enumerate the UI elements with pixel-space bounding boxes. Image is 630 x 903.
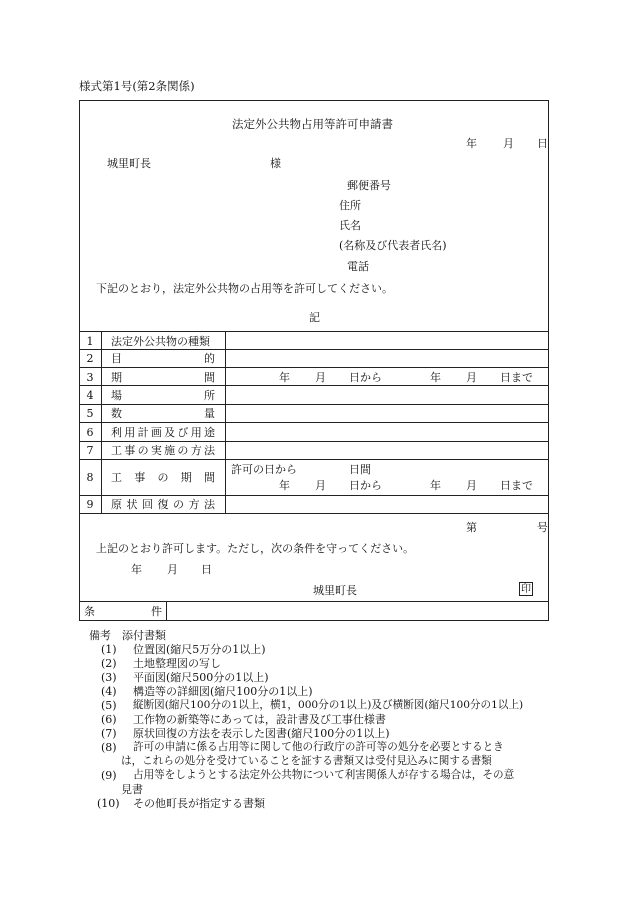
row-number: 4 — [86, 389, 94, 402]
row-number: 7 — [86, 444, 94, 457]
permission-date-month[interactable]: 月 — [167, 563, 178, 576]
label-char: 法 — [203, 444, 215, 457]
row-label-public-property-type: 法定外公共物の種類 — [111, 335, 210, 348]
form-number-label: 様式第1号(第2条関係) — [79, 79, 195, 93]
note-number: (5) — [101, 699, 117, 712]
period-from-day[interactable]: 日から — [349, 371, 382, 384]
label-char: 期 — [180, 471, 192, 484]
table-rule — [79, 385, 549, 386]
construction-to-month[interactable]: 月 — [466, 479, 477, 492]
label-char: 途 — [203, 426, 215, 439]
note-text: 工作物の新築等にあっては，設計書及び工事仕様書 — [133, 713, 386, 726]
note-number: (10) — [97, 797, 120, 810]
construction-to-year[interactable]: 年 — [430, 479, 441, 492]
note-number: (9) — [101, 769, 117, 782]
period-to-month[interactable]: 月 — [466, 371, 477, 384]
spread-label — [111, 499, 215, 510]
label-char: 復 — [157, 498, 169, 511]
phone-label[interactable]: 電話 — [347, 260, 369, 273]
row-number: 2 — [86, 352, 94, 365]
period-from-month[interactable]: 月 — [315, 371, 326, 384]
label-char: 件 — [151, 605, 162, 618]
table-col-rule — [225, 331, 226, 513]
table-rule — [79, 601, 549, 602]
row-label-quantity — [111, 408, 215, 419]
table-col-rule — [101, 331, 102, 513]
header-date-day[interactable]: 日 — [537, 137, 548, 150]
label-char: の — [137, 444, 149, 457]
label-char: 期 — [111, 371, 122, 384]
table-rule — [79, 404, 549, 405]
table-rule — [79, 349, 549, 350]
label-char: の — [173, 498, 184, 511]
conditions-label — [84, 606, 162, 617]
permission-date-year[interactable]: 年 — [131, 563, 142, 576]
permission-date-day[interactable]: 日 — [201, 563, 212, 576]
spread-label — [111, 353, 215, 364]
note-text: 土地整理図の写し — [133, 657, 221, 670]
spread-label — [111, 372, 215, 383]
label-char: 目 — [111, 352, 122, 365]
spread-label — [111, 427, 215, 438]
name-note: (名称及び代表者氏名) — [339, 239, 447, 252]
table-rule — [79, 367, 549, 368]
period-from-year[interactable]: 年 — [279, 371, 290, 384]
row-number: 5 — [86, 407, 94, 420]
label-char: 法 — [204, 498, 215, 511]
seal-box: 印 — [521, 584, 531, 595]
note-text: その他町長が指定する書類 — [133, 797, 265, 810]
label-char: 事 — [124, 444, 136, 457]
addressee: 城里町長 — [107, 157, 151, 170]
label-char: 工 — [111, 444, 122, 457]
table-rule — [79, 459, 549, 460]
note-number: (2) — [101, 657, 117, 670]
note-text: 原状回復の方法を表示した図書(縮尺100分の1以上) — [133, 727, 390, 740]
note-text: 位置図(縮尺5万分の1以上) — [133, 643, 266, 656]
addressee-honorific: 様 — [270, 157, 281, 170]
note-number: (6) — [101, 713, 117, 726]
request-text: 下記のとおり，法定外公共物の占用等を許可してください。 — [96, 282, 393, 295]
note-number: (1) — [101, 643, 117, 656]
label-char: の — [177, 444, 189, 457]
spread-label — [111, 472, 215, 483]
label-char: 間 — [204, 471, 215, 484]
row-label-construction-method — [111, 445, 215, 456]
note-text: は，これらの処分を受けていることを証する書類又は受付見込みに関する書類 — [121, 755, 492, 767]
label-char: 状 — [126, 498, 138, 511]
label-char: 回 — [142, 498, 153, 511]
header-date-month[interactable]: 月 — [503, 137, 514, 150]
issuer: 城里町長 — [313, 584, 357, 597]
permit-number-suffix: 号 — [537, 521, 548, 534]
label-char: 方 — [190, 444, 202, 457]
construction-from-year[interactable]: 年 — [279, 479, 290, 492]
row-label-location — [111, 390, 215, 401]
note-text: 見書 — [121, 783, 143, 796]
note-text: 縦断図(縮尺100分の1以上，横1，000分の1以上)及び横断図(縮尺100分の1以上) — [133, 699, 524, 711]
label-char: 事 — [134, 471, 146, 484]
address-label[interactable]: 住所 — [339, 199, 361, 212]
spread-label — [111, 445, 215, 456]
row-number: 8 — [86, 471, 94, 484]
row-label-usage-plan — [111, 427, 215, 438]
header-date-year[interactable]: 年 — [466, 137, 477, 150]
label-char: 工 — [111, 471, 122, 484]
construction-days-from-permit: 許可の日から — [231, 463, 297, 476]
table-rule — [79, 331, 549, 332]
label-char: 方 — [188, 498, 200, 511]
ki-heading: 記 — [309, 311, 320, 324]
period-to-year[interactable]: 年 — [430, 371, 441, 384]
label-char: 及 — [164, 426, 176, 439]
note-number: (7) — [101, 727, 117, 740]
row-label-purpose — [111, 353, 215, 364]
name-label[interactable]: 氏名 — [339, 219, 361, 232]
label-char: 的 — [204, 352, 215, 365]
label-char: 場 — [111, 389, 122, 402]
notes-title: 備考 添付書類 — [89, 629, 166, 642]
label-char: 量 — [204, 407, 215, 420]
note-text: 平面図(縮尺500分の1以上) — [133, 671, 269, 684]
form-title: 法定外公共物占用等許可申請書 — [232, 117, 393, 131]
construction-days-unit[interactable]: 日間 — [349, 463, 371, 476]
row-number: 6 — [86, 426, 94, 439]
spread-label — [111, 408, 215, 419]
table-rule — [79, 422, 549, 423]
label-char: 所 — [204, 389, 215, 402]
construction-from-day[interactable]: 日から — [349, 479, 382, 492]
row-number: 3 — [86, 371, 94, 384]
label-char: 実 — [150, 444, 162, 457]
construction-from-month[interactable]: 月 — [315, 479, 326, 492]
table-rule — [79, 441, 549, 442]
label-char: 用 — [190, 426, 202, 439]
spread-label — [111, 390, 215, 401]
label-char: 条 — [84, 605, 95, 618]
construction-to-day[interactable]: 日まで — [500, 479, 533, 492]
spread-label — [84, 606, 162, 617]
label-char: 施 — [164, 444, 176, 457]
table-col-rule — [166, 601, 167, 621]
label-char: の — [157, 471, 169, 484]
note-text: 占用等をしようとする法定外公共物について利害関係人が存する場合は，その意 — [133, 769, 515, 781]
table-rule — [79, 513, 549, 514]
permit-number-prefix: 第 — [466, 521, 477, 534]
row-label-period — [111, 372, 215, 383]
label-char: び — [177, 426, 189, 439]
row-label-restoration-method — [111, 499, 215, 510]
period-to-day[interactable]: 日まで — [500, 371, 533, 384]
label-char: 数 — [111, 407, 122, 420]
label-char: 用 — [124, 426, 136, 439]
label-char: 原 — [111, 498, 122, 511]
label-char: 利 — [111, 426, 122, 439]
label-char: 計 — [137, 426, 149, 439]
row-number: 1 — [86, 335, 94, 348]
table-rule — [79, 495, 549, 496]
permission-text: 上記のとおり許可します。ただし，次の条件を守ってください。 — [96, 542, 415, 555]
label-char: 間 — [204, 371, 215, 384]
note-number: (4) — [101, 685, 117, 698]
postal-code-label[interactable]: 郵便番号 — [347, 179, 391, 192]
note-number: (3) — [101, 671, 117, 684]
note-text: 構造等の詳細図(縮尺100分の1以上) — [133, 685, 313, 698]
label-char: 画 — [150, 426, 162, 439]
note-text: 許可の申請に係る占用等に関して他の行政庁の許可等の処分を必要とするとき — [133, 741, 504, 753]
row-label-construction-period — [111, 472, 215, 483]
row-number: 9 — [86, 498, 94, 511]
note-number: (8) — [101, 741, 117, 754]
